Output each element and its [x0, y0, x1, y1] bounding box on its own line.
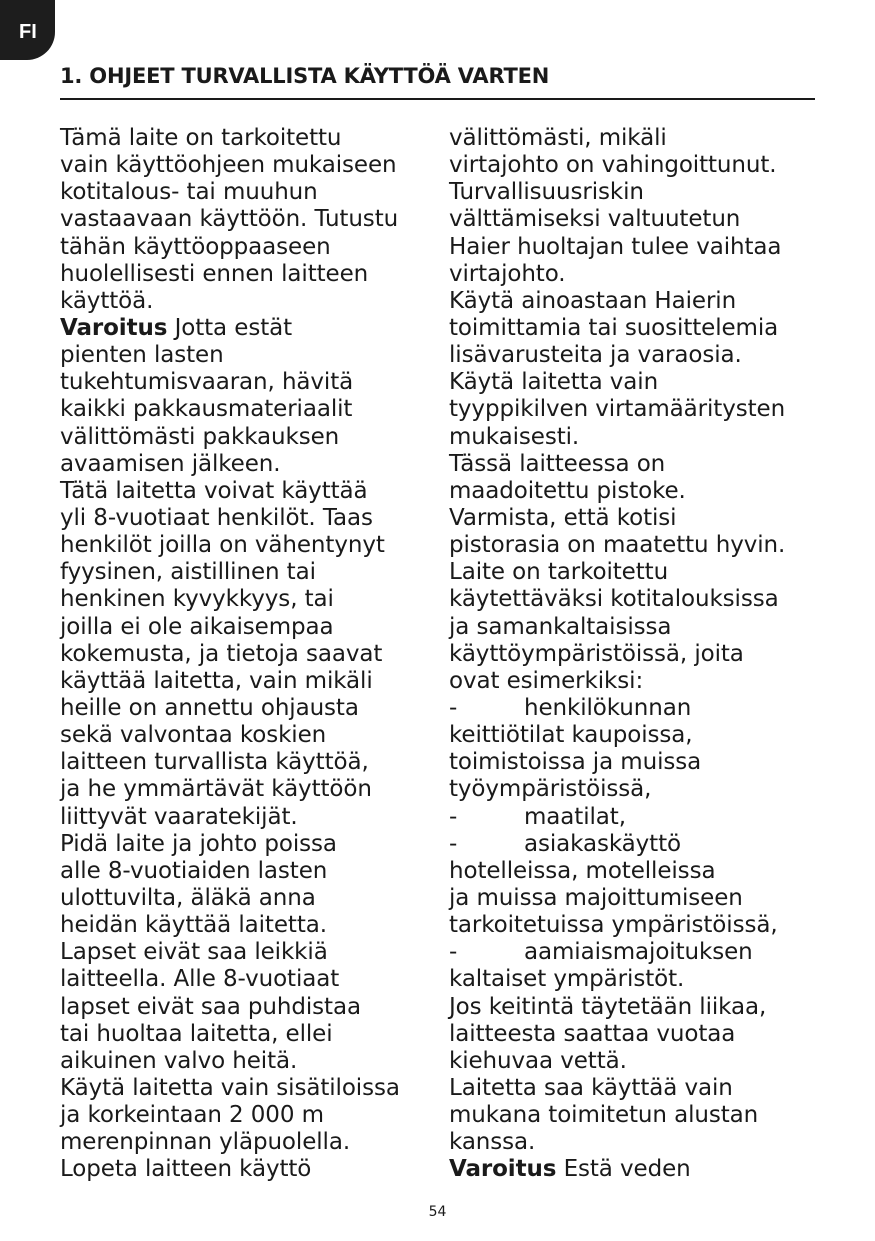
- line-text: pistorasia on maatettu hyvin.: [449, 532, 786, 559]
- text-line: [60, 451, 435, 478]
- line-text: käytettäväksi kotitalouksissa: [449, 586, 779, 613]
- text-line: [60, 261, 435, 288]
- language-tab: FI: [0, 0, 55, 60]
- text-line: [449, 288, 824, 315]
- list-dash: -: [449, 694, 458, 721]
- line-text: Tässä laitteessa on: [449, 450, 666, 477]
- line-text: toimittamia tai suosittelemia: [449, 314, 779, 341]
- line-text: tarkoitetuissa ympäristöissä,: [449, 912, 778, 939]
- text-line: [449, 315, 824, 342]
- text-line: [449, 152, 824, 179]
- text-line: [60, 234, 435, 261]
- text-line: [449, 749, 824, 776]
- text-line: [449, 912, 824, 939]
- line-text: Laitetta saa käyttää vain: [449, 1074, 733, 1101]
- text-line: [60, 994, 435, 1021]
- text-line: [449, 1156, 824, 1183]
- text-line: [60, 288, 435, 315]
- line-text: käyttöä.: [60, 287, 154, 314]
- line-text: virtajohto on vahingoittunut.: [449, 152, 777, 179]
- text-line: [60, 369, 435, 396]
- line-text: käyttää laitetta, vain mikäli: [60, 667, 373, 694]
- text-line: [60, 505, 435, 532]
- line-text: Lopeta laitteen käyttö: [60, 1156, 312, 1183]
- text-line: [60, 858, 435, 885]
- text-line: [449, 396, 824, 423]
- line-text: aikuinen valvo heitä.: [60, 1047, 298, 1074]
- line-text: laitteesta saattaa vuotaa: [449, 1020, 736, 1047]
- text-line: [449, 505, 824, 532]
- list-dash: -: [449, 939, 458, 966]
- text-line: [449, 1021, 824, 1048]
- line-text: laitteen turvallista käyttöä,: [60, 749, 369, 776]
- line-text: heille on annettu ohjausta: [60, 694, 359, 721]
- line-text: Estä veden: [556, 1156, 691, 1183]
- text-line: [60, 939, 435, 966]
- line-text: virtajohto.: [449, 260, 566, 287]
- text-line: [449, 1129, 824, 1156]
- text-line: [449, 369, 824, 396]
- line-text: Turvallisuusriskin: [449, 179, 644, 206]
- text-line: [449, 1075, 824, 1102]
- line-text: merenpinnan yläpuolella.: [60, 1129, 351, 1156]
- text-line: [60, 1021, 435, 1048]
- text-line: [60, 1156, 435, 1183]
- line-text: kotitalous- tai muuhun: [60, 179, 318, 206]
- title-underline: [60, 98, 815, 100]
- text-line: [449, 451, 824, 478]
- line-text: yli 8-vuotiaat henkilöt. Taas: [60, 504, 373, 531]
- left-text-column: [60, 125, 435, 1183]
- text-line: [60, 532, 435, 559]
- text-line: [60, 966, 435, 993]
- text-line: [60, 559, 435, 586]
- text-line: [449, 478, 824, 505]
- line-text: Varmista, että kotisi: [449, 504, 677, 531]
- text-line: [60, 1048, 435, 1075]
- line-text: kokemusta, ja tietoja saavat: [60, 640, 383, 667]
- line-text: lapset eivät saa puhdistaa: [60, 993, 361, 1020]
- text-line: [449, 885, 824, 912]
- line-text: hotelleissa, motelleissa: [449, 857, 716, 884]
- line-text: avaamisen jälkeen.: [60, 450, 281, 477]
- line-text: maatilat,: [524, 803, 626, 830]
- text-line: [60, 912, 435, 939]
- text-line: [449, 614, 824, 641]
- text-line: [449, 804, 824, 831]
- line-text: pienten lasten: [60, 342, 224, 369]
- text-line: [60, 722, 435, 749]
- line-text: toimistoissa ja muissa: [449, 749, 702, 776]
- line-text: huolellisesti ennen laitteen: [60, 260, 369, 287]
- line-text: aamiaismajoituksen: [524, 939, 753, 966]
- line-text: Haier huoltajan tulee vaihtaa: [449, 233, 782, 260]
- text-line: [60, 396, 435, 423]
- text-line: [60, 586, 435, 613]
- line-text: tukehtumisvaaran, hävitä: [60, 369, 354, 396]
- line-text: tähän käyttöoppaaseen: [60, 233, 331, 260]
- section-title: 1. OHJEET TURVALLISTA KÄYTTÖÄ VARTEN: [60, 64, 550, 88]
- line-text: Käytä laitetta vain: [449, 369, 659, 396]
- text-line: [449, 1102, 824, 1129]
- warning-label: Varoitus: [449, 1156, 557, 1183]
- text-line: [449, 342, 824, 369]
- text-line: [60, 668, 435, 695]
- line-text: tai huoltaa laitetta, ellei: [60, 1020, 333, 1047]
- text-line: [449, 261, 824, 288]
- page-number: 54: [428, 1204, 447, 1220]
- text-line: [449, 125, 824, 152]
- warning-label: Varoitus: [60, 314, 168, 341]
- line-text: lisävarusteita ja varaosia.: [449, 342, 742, 369]
- line-text: keittiötilat kaupoissa,: [449, 722, 693, 749]
- list-dash: -: [449, 803, 458, 830]
- line-text: ulottuvilta, äläkä anna: [60, 884, 316, 911]
- line-text: Pidä laite ja johto poissa: [60, 830, 337, 857]
- text-line: [449, 532, 824, 559]
- line-text: Laite on tarkoitettu: [449, 559, 669, 586]
- line-text: heidän käyttää laitetta.: [60, 912, 327, 939]
- line-text: alle 8-vuotiaiden lasten: [60, 857, 328, 884]
- text-line: [449, 695, 824, 722]
- line-text: Käytä ainoastaan Haierin: [449, 287, 737, 314]
- text-line: [449, 1048, 824, 1075]
- line-text: asiakaskäyttö: [524, 830, 681, 857]
- text-line: [60, 125, 435, 152]
- text-line: [449, 179, 824, 206]
- text-line: [60, 152, 435, 179]
- text-line: [60, 885, 435, 912]
- text-line: [449, 939, 824, 966]
- text-line: [60, 1075, 435, 1102]
- line-text: vastaavaan käyttöön. Tutustu: [60, 206, 399, 233]
- text-line: [60, 641, 435, 668]
- line-text: Tämä laite on tarkoitettu: [60, 125, 342, 151]
- line-text: fyysinen, aistillinen tai: [60, 559, 316, 586]
- line-text: ja korkeintaan 2 000 m: [60, 1102, 324, 1129]
- text-line: [449, 234, 824, 261]
- line-text: Käytä laitetta vain sisätiloissa: [60, 1074, 400, 1101]
- line-text: henkilökunnan: [524, 694, 692, 721]
- line-text: mukaisesti.: [449, 423, 580, 450]
- text-line: [449, 641, 824, 668]
- text-line: [449, 994, 824, 1021]
- text-line: [60, 1129, 435, 1156]
- line-text: kaltaiset ympäristöt.: [449, 966, 685, 993]
- text-line: [449, 206, 824, 233]
- text-line: [60, 614, 435, 641]
- text-line: [449, 586, 824, 613]
- line-text: kanssa.: [449, 1129, 536, 1156]
- line-text: tyyppikilven virtamääritysten: [449, 396, 786, 423]
- text-line: [449, 559, 824, 586]
- text-line: [449, 858, 824, 885]
- text-line: [60, 1102, 435, 1129]
- text-line: [60, 478, 435, 505]
- line-text: työympäristöissä,: [449, 776, 652, 803]
- line-text: laitteella. Alle 8-vuotiaat: [60, 966, 340, 993]
- line-text: Jotta estät: [167, 314, 293, 341]
- line-text: välittömästi pakkauksen: [60, 423, 340, 450]
- text-line: [60, 695, 435, 722]
- line-text: kaikki pakkausmateriaalit: [60, 396, 353, 423]
- line-text: joilla ei ole aikaisempaa: [60, 613, 334, 640]
- text-line: [60, 831, 435, 858]
- line-text: henkilöt joilla on vähentynyt: [60, 532, 385, 559]
- text-line: [449, 966, 824, 993]
- line-text: välttämiseksi valtuutetun: [449, 206, 741, 233]
- text-line: [60, 179, 435, 206]
- line-text: ja samankaltaisissa: [449, 613, 672, 640]
- text-line: [449, 668, 824, 695]
- line-text: Jos keitintä täytetään liikaa,: [449, 993, 767, 1020]
- text-line: [60, 749, 435, 776]
- line-text: maadoitettu pistoke.: [449, 477, 686, 504]
- text-line: [60, 206, 435, 233]
- text-line: [60, 315, 435, 342]
- right-text-column: [449, 125, 824, 1183]
- text-line: [60, 804, 435, 831]
- line-text: ovat esimerkiksi:: [449, 667, 644, 694]
- text-line: [60, 424, 435, 451]
- line-text: Tätä laitetta voivat käyttää: [60, 477, 368, 504]
- text-line: [449, 424, 824, 451]
- text-line: [449, 831, 824, 858]
- line-text: liittyvät vaaratekijät.: [60, 803, 298, 830]
- line-text: ja muissa majoittumiseen: [449, 884, 743, 911]
- text-line: [60, 342, 435, 369]
- text-line: [449, 722, 824, 749]
- line-text: sekä valvontaa koskien: [60, 722, 327, 749]
- line-text: kiehuvaa vettä.: [449, 1047, 627, 1074]
- line-text: mukana toimitetun alustan: [449, 1102, 759, 1129]
- line-text: ja he ymmärtävät käyttöön: [60, 776, 372, 803]
- line-text: Lapset eivät saa leikkiä: [60, 939, 328, 966]
- text-line: [60, 776, 435, 803]
- line-text: henkinen kyvykkyys, tai: [60, 586, 334, 613]
- list-dash: -: [449, 830, 458, 857]
- line-text: välittömästi, mikäli: [449, 125, 667, 151]
- text-line: [449, 776, 824, 803]
- line-text: käyttöympäristöissä, joita: [449, 640, 744, 667]
- line-text: vain käyttöohjeen mukaiseen: [60, 152, 397, 179]
